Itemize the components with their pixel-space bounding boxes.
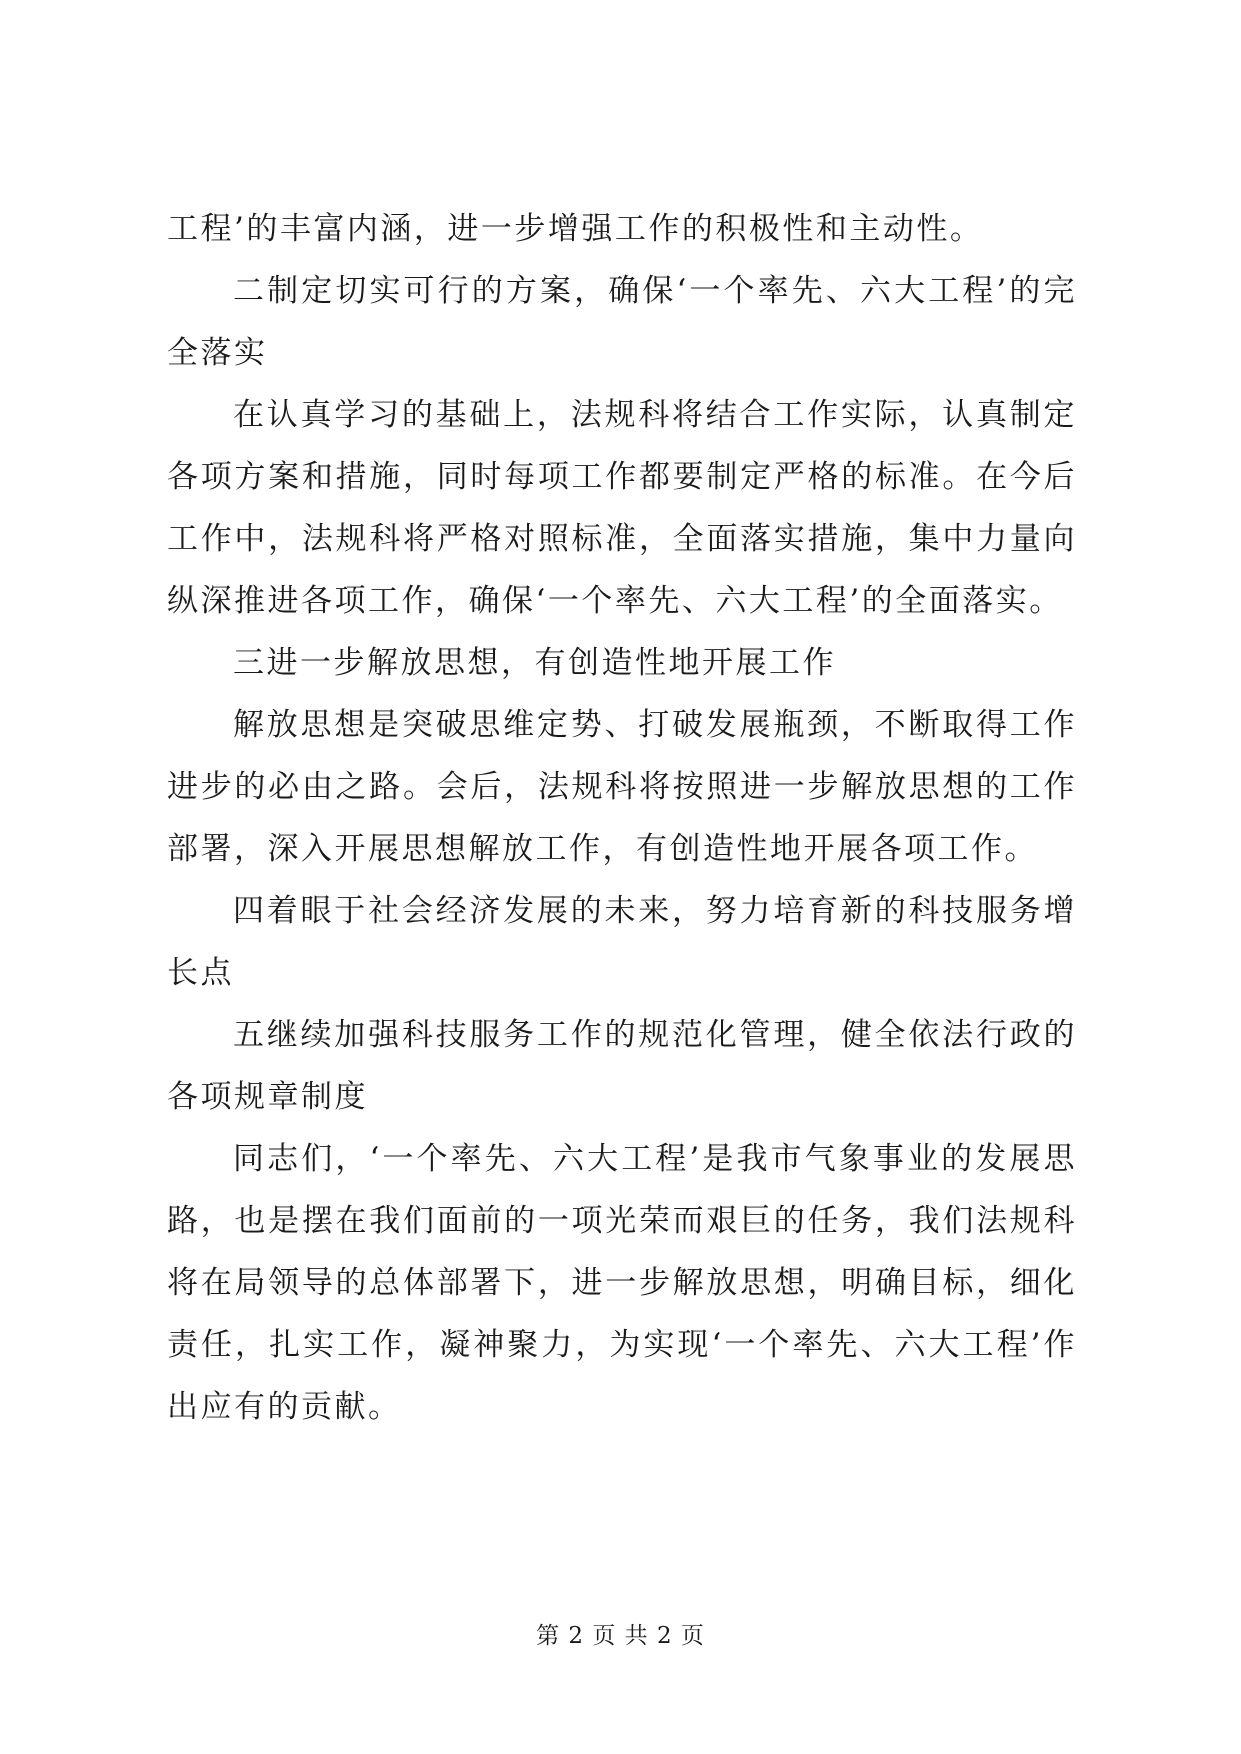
section-heading-3: 三进一步解放思想，有创造性地开展工作 [233, 645, 836, 681]
document-body [167, 198, 1077, 1438]
section-heading-4: 四着眼于社会经济发展的未来，努力培育新的科技服务增长点 [167, 893, 1077, 991]
paragraph-closing: 同志们，‘一个率先、六大工程’是我市气象事业的发展思路，也是摆在我们面前的一项光荣而艰巨的任务，我们法规科将在局领导的总体部署下，进一步解放思想，明确目标，细化责任，扎实工作，凝神聚力，为实现‘一个率先、六大工程’作出应有的贡献。 [167, 1141, 1077, 1425]
section-heading-2: 二制定切实可行的方案，确保‘一个率先、六大工程’的完全落实 [167, 273, 1077, 371]
paragraph-continuation: 工程’的丰富内涵，进一步增强工作的积极性和主动性。 [167, 211, 984, 247]
paragraph-section-2: 在认真学习的基础上，法规科将结合工作实际，认真制定各项方案和措施，同时每项工作都要制定严格的标准。在今后工作中，法规科将严格对照标准，全面落实措施，集中力量向纵深推进各项工作，确保‘一个率先、六大工程’的全面落实。 [167, 397, 1077, 619]
paragraph-section-3: 解放思想是突破思维定势、打破发展瓶颈，不断取得工作进步的必由之路。会后，法规科将按照进一步解放思想的工作部署，深入开展思想解放工作，有创造性地开展各项工作。 [167, 707, 1077, 867]
page-number-footer: 第 2 页 共 2 页 [536, 1623, 705, 1649]
section-heading-5: 五继续加强科技服务工作的规范化管理，健全依法行政的各项规章制度 [167, 1017, 1077, 1115]
